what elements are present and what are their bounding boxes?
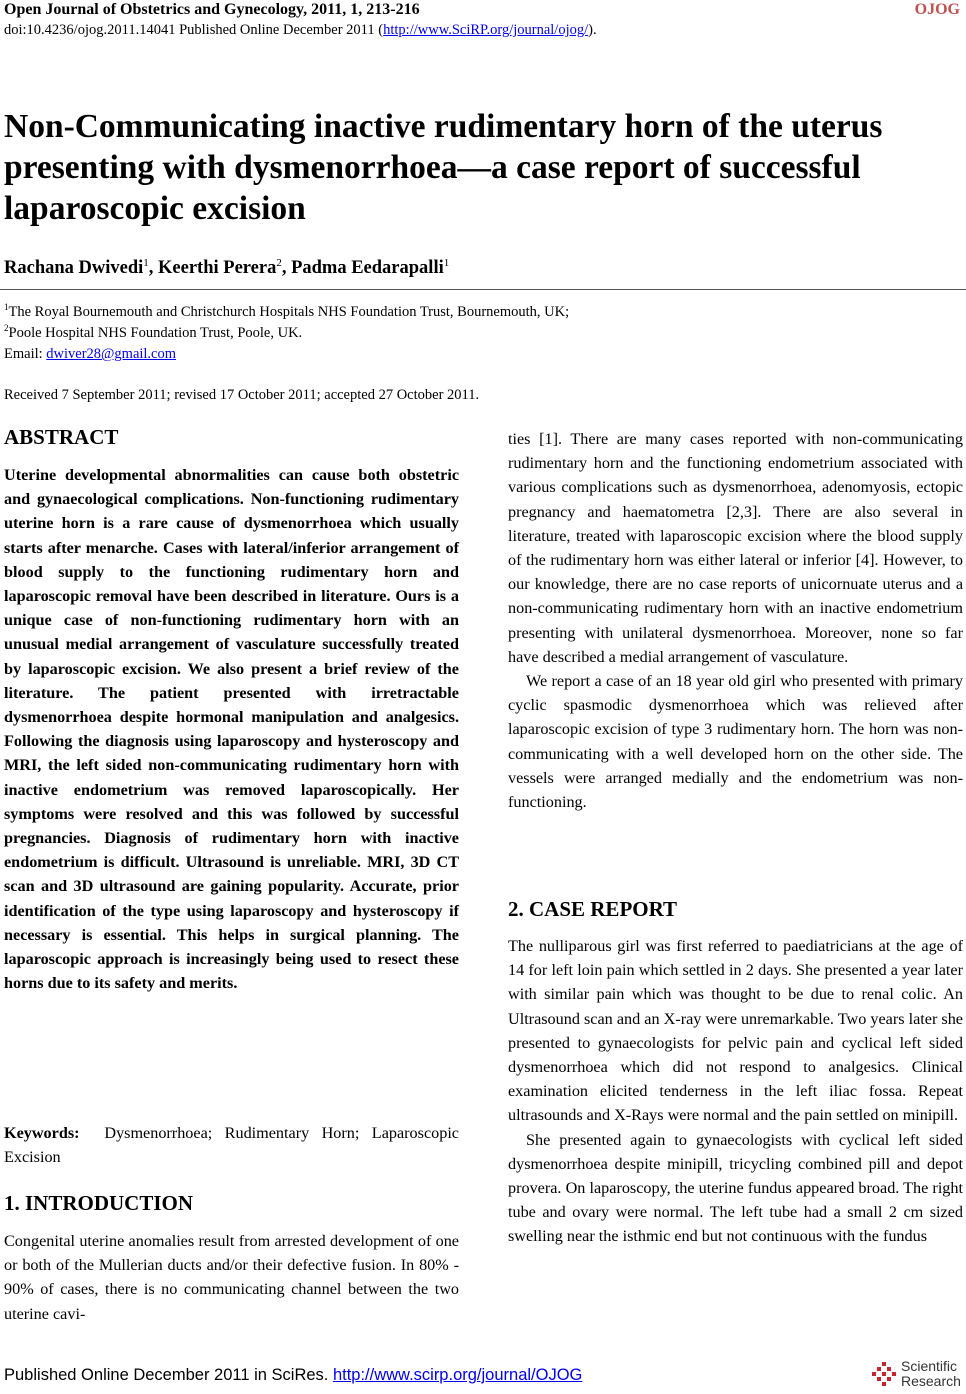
author-separator: ,: [281, 258, 292, 278]
introduction-paragraph-2: We report a case of an 18 year old girl who presented with primary cyclic spasmodic dysmenorrhoea which was relieved after laparoscopic excision of type 3 rudimentary horn. The horn was non-communicating with a well developed horn on the other side. The vessels were arranged medially and the endometrium was non-functioning.: [508, 672, 963, 812]
introduction-text-left: [4, 1229, 459, 1326]
author-affiliation-mark: 1: [143, 256, 149, 269]
header-divider: [0, 289, 966, 290]
affiliation-text: Poole Hospital NHS Foundation Trust, Poole, UK.: [8, 325, 303, 341]
logo-line-1: Scientific: [901, 1358, 958, 1374]
paper-title: Non-Communicating inactive rudimentary horn of the uterus presenting with dysmenorrhoea—a case report of successful laparoscopic excision: [4, 108, 883, 227]
affiliation-text: The Royal Bournemouth and Christchurch Hospitals NHS Foundation Trust, Bournemouth, UK;: [8, 304, 570, 320]
email-line: [4, 344, 176, 364]
footer: [4, 1364, 582, 1386]
introduction-heading: 1. INTRODUCTION: [4, 1191, 194, 1215]
author-name: Rachana Dwivedi: [4, 258, 144, 278]
journal-url-link[interactable]: http://www.SciRP.org/journal/ojog/: [383, 22, 589, 38]
author-list: [4, 256, 449, 280]
introduction-paragraph-continued: ties [1]. There are many cases reported with non-communicating rudimentary horn and the functioning endometrium associated with various complications such as dysmenorrhoea, adenomyosis, ectopic pregnancy and haematometra [2,3]. There are also several in literature, treated with laparoscopic excision where the blood supply of the rudimentary horn was either lateral or inferior [4]. However, to our knowledge, there are no case reports of unicornuate uterus and a non-communicating rudimentary horn with an inactive endometrium presenting with unilateral dysmenorrhoea. Moreover, none so far have described a medial arrangement of vasculature.: [508, 430, 963, 666]
author-affiliation-mark: 1: [443, 256, 450, 269]
introduction-text-right: [508, 427, 963, 814]
journal-abbreviation: OJOG: [914, 1, 960, 18]
publisher-logo-icon: [870, 1361, 898, 1389]
doi-line: [4, 21, 597, 39]
case-report-heading: 2. CASE REPORT: [508, 897, 678, 921]
keywords: [4, 1121, 459, 1169]
author-separator: ,: [148, 258, 159, 278]
logo-line-2: Research: [901, 1373, 961, 1389]
author-name: Padma Eedarapalli: [291, 258, 444, 278]
logo-wordmark: [901, 1359, 961, 1389]
footer-text: Published Online December 2011 in SciRes.: [4, 1366, 333, 1384]
author-affiliation-mark: 2: [276, 256, 282, 269]
affiliation-2: [4, 323, 302, 343]
introduction-paragraph-start: Congenital uterine anomalies result from arrested development of one or both of the Mullerian ducts and/or their defective fusion. In 80% - 90% of cases, there is no communicating channel between the two uterine cavi-: [4, 1232, 459, 1323]
case-report-paragraph-1: The nulliparous girl was first referred to paediatricians at the age of 14 for left loin pain which settled in 2 days. She presented a year later with similar pain which was thought to be due to renal colic. An Ultrasound scan and an X-ray were unremarkable. Two years later she presented to gynaecologists for pelvic pain and cyclical left sided dysmenorrhoea which did not respond to analgesics. Clinical examination elicited tenderness in the left iliac fossa. Repeat ultrasounds and X-Rays were normal and the pain settled on minipill.: [508, 937, 963, 1125]
affiliation-number: 2: [4, 323, 9, 334]
abstract-text: Uterine developmental abnormalities can cause both obstetric and gynaecological complications. Non-functioning rudimentary uterine horn is a rare cause of dysmenorrhoea which usually starts after menarche. Cases with lateral/inferior arrangement of blood supply to the functioning rudimentary horn and laparoscopic removal have been described in literature. Ours is a unique case of non-functioning rudimentary horn with an unusual medial arrangement of vasculature successfully treated by laparoscopic excision. We also present a brief review of the literature. The patient presented with irretractable dysmenorrhoea despite hormonal manipulation and analgesics. Following the diagnosis using laparoscopy and hysteroscopy and MRI, the left sided non-communicating rudimentary horn with inactive endometrium was removed laparoscopically. Her symptoms were resolved and this was followed by successful pregnancies. Diagnosis of rudimentary horn with inactive endometrium is difficult. Ultrasound is unreliable. MRI, 3D CT scan and 3D ultrasound are gaining popularity. Accurate, prior identification of the type using laparoscopy and hysteroscopy if necessary is essential. This helps in surgical planning. The laparoscopic approach is increasingly being used to resect these horns due to its safety and merits.: [4, 466, 459, 993]
received-dates: Received 7 September 2011; revised 17 October 2011; accepted 27 October 2011.: [4, 387, 480, 403]
abstract-heading: ABSTRACT: [4, 425, 119, 449]
affiliation-number: 1: [4, 302, 9, 313]
doi-text: doi:10.4236/ojog.2011.14041 Published Online December 2011 (: [4, 22, 384, 38]
case-report-text: [508, 934, 963, 1249]
journal-citation: Open Journal of Obstetrics and Gynecology, 2011, 1, 213-216: [4, 1, 420, 18]
email-link[interactable]: dwiver28@gmail.com: [46, 346, 177, 362]
doi-end: ).: [588, 22, 597, 38]
keywords-label: Keywords:: [4, 1124, 80, 1142]
case-report-paragraph-2: She presented again to gynaecologists with cyclical left sided dysmenorrhoea despite minipill, tricycling combined pill and depot provera. On laparoscopy, the uterine fundus appeared broad. The right tube and ovary were normal. The left tube had a small 2 cm sized swelling near the isthmic end but not continuous with the fundus: [508, 1130, 963, 1246]
affiliation-1: [4, 302, 569, 322]
author-name: Keerthi Perera: [158, 258, 277, 278]
keywords-text: Dysmenorrhoea; Rudimentary Horn; Laparoscopic Excision: [4, 1124, 459, 1167]
scientific-research-logo: [870, 1359, 962, 1393]
footer-journal-link[interactable]: http://www.scirp.org/journal/OJOG: [332, 1366, 583, 1384]
email-label: Email:: [4, 346, 47, 362]
